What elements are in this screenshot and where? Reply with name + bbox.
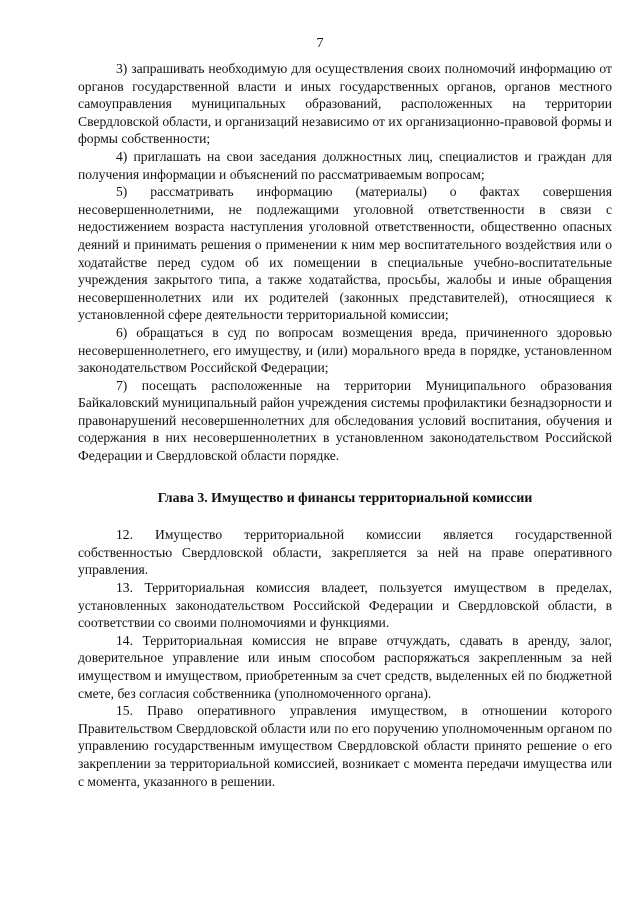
paragraph-item-4: 4) приглашать на свои заседания должностных лиц, специалистов и граждан для получения информации и объяснений по рассматриваемым вопросам; (78, 148, 612, 182)
paragraph-item-5: 5) рассматривать информацию (материалы) о фактах совершения несовершеннолетними, не подлежащими уголовной ответственности в связи с недостижением возраста наступления уголовной ответственности, общественно опасных деяний и принимать решения о применении к ним мер воспитательного воздействия или о ходатайстве перед судом об их помещении в специальные учебно-воспитательные учреждения закрытого типа, а также ходатайства, просьбы, жалобы и иные обращения несовершеннолетних или их родителей (законных представителей), относящиеся к установленной сфере деятельности территориальной комиссии; (78, 184, 612, 323)
chapter-title: Глава 3. Имущество и финансы территориальной комиссии (157, 489, 533, 505)
document-body (78, 60, 612, 790)
paragraph-clause-14: 14. Территориальная комиссия не вправе отчуждать, сдавать в аренду, залог, доверительное управление или иным способом распоряжаться закрепленным за ней имуществом и имуществом, приобретенным за счет средств, выделенных ей по бюджетной смете, без согласия собственника (уполномоченного органа). (78, 632, 612, 701)
paragraph-item-7: 7) посещать расположенные на территории Муниципального образования Байкаловский муниципальный район учреждения системы профилактики безнадзорности и правонарушений несовершеннолетних для обследования условий воспитания, обучения и содержания в них несовершеннолетних в установленном законодательством Российской Федерации и Свердловской области порядке. (78, 377, 612, 464)
page-number: 7 (316, 36, 324, 51)
paragraph-item-6: 6) обращаться в суд по вопросам возмещения вреда, причиненного здоровью несовершеннолетнего, его имуществу, и (или) морального вреда в порядке, установленном законодательством Российской Федерации; (78, 324, 612, 376)
paragraph-clause-12: 12. Имущество территориальной комиссии является государственной собственностью Свердловской области, закрепляется за ней на праве оперативного управления. (78, 527, 612, 578)
paragraph-item-3: 3) запрашивать необходимую для осуществления своих полномочий информацию от органов государственной власти и иных государственных органов, органов местного самоуправления муниципальных образований, расположенных на территории Свердловской области, и организаций независимо от их организационно-правовой формы и формы собственности; (78, 61, 612, 147)
paragraph-clause-15: 15. Право оперативного управления имуществом, в отношении которого Правительством Свердловской области или по его поручению уполномоченным органом по управлению государственным имуществом Свердловской области принято решение о его закреплении за территориальной комиссией, возникает с момента передачи имущества или с момента, указанного в решении. (78, 703, 612, 789)
paragraph-clause-13: 13. Территориальная комиссия владеет, пользуется имуществом в пределах, установленных законодательством Российской Федерации и Свердловской области, в соответствии со своими полномочиями и функциями. (78, 580, 612, 631)
